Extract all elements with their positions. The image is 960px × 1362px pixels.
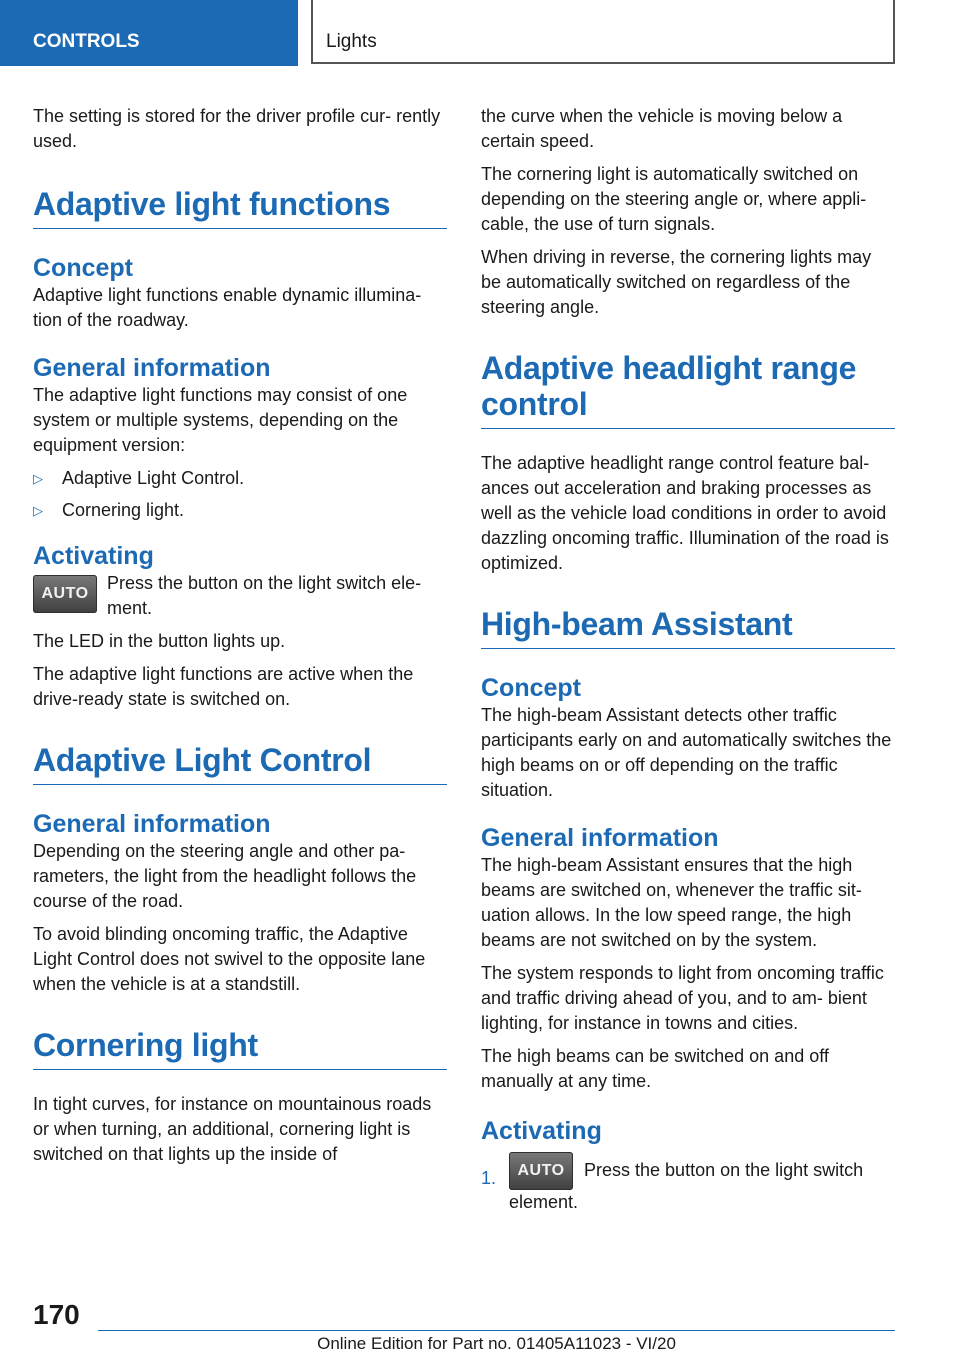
- heading-concept: Concept: [33, 254, 133, 282]
- range-text: The adaptive headlight range control feature bal‐ ances out acceleration and braking processes as well as the vehicle load conditions in order to avoid dazzling oncoming traffic. Illumination of the road is optimized.: [481, 453, 889, 573]
- right-column: [481, 104, 895, 1215]
- page-title-tab: [311, 0, 895, 64]
- page-title: Lights: [326, 31, 377, 52]
- heading-alc-general-information: General information: [33, 810, 271, 838]
- heading-cornering-light: Cornering light: [33, 1027, 447, 1070]
- left-column: [33, 104, 447, 1175]
- alc-text-1: Depending on the steering angle and other pa‐ rameters, the light from the headlight follows the course of the road.: [33, 841, 417, 911]
- led-text: The LED in the button lights up.: [33, 631, 286, 651]
- heading-adaptive-light-control: Adaptive Light Control: [33, 742, 447, 785]
- section-label: CONTROLS: [33, 31, 140, 52]
- feature-list: [33, 466, 447, 523]
- bullet-triangle-icon: ▷: [33, 503, 43, 518]
- cornering-continued-3: When driving in reverse, the cornering lights may be automatically switched on regardless of the steering angle.: [481, 247, 872, 317]
- hba-general-text-3: The high beams can be switched on and off manually at any time.: [481, 1046, 829, 1091]
- cornering-continued-2: The cornering light is automatically switched on depending on the steering angle or, where appli‐ cable, the use of turn signals.: [481, 164, 867, 234]
- general-text: The adaptive light functions may consist of one system or multiple systems, depending on the equipment version:: [33, 385, 408, 455]
- cornering-text: In tight curves, for instance on mountainous roads or when turning, an additional, cornering light is switched on that lights up the inside of: [33, 1094, 432, 1164]
- active-text: The adaptive light functions are active when the drive-ready state is switched on.: [33, 664, 414, 709]
- heading-adaptive-light-functions: Adaptive light functions: [33, 186, 447, 229]
- page-number: 170: [33, 1299, 80, 1330]
- heading-hba-concept: Concept: [481, 674, 581, 702]
- section-tab: [0, 0, 298, 66]
- hba-general-text-2: The system responds to light from oncoming traffic and traffic driving ahead of you, and to am‐ bient lighting, for instance in towns and cities.: [481, 963, 884, 1033]
- alc-text-2: To avoid blinding oncoming traffic, the Adaptive Light Control does not swivel to the opposite lane when the vehicle is at a standstill.: [33, 924, 426, 994]
- hba-concept-text: The high-beam Assistant detects other traffic participants early on and automatically switches the high beams on or off depending on the traffic situation.: [481, 705, 892, 800]
- hba-general-text-1: The high-beam Assistant ensures that the high beams are switched on, whenever the traffic sit‐ uation allows. In the low speed range, the high beams are not switched on by the system.: [481, 855, 862, 950]
- activating-step: [481, 1152, 895, 1215]
- list-item: ▷ Cornering light.: [33, 498, 447, 523]
- bullet-triangle-icon: ▷: [33, 471, 43, 486]
- step-text: Press the button on the light switch element.: [509, 1159, 864, 1212]
- heading-general-information: General information: [33, 354, 271, 382]
- activating-text: Press the button on the light switch ele‐ ment.: [107, 573, 422, 618]
- intro-text: The setting is stored for the driver profile cur‐ rently used.: [33, 106, 441, 151]
- heading-hba-general-information: General information: [481, 824, 719, 852]
- auto-button-icon: AUTO: [509, 1152, 573, 1190]
- auto-button-icon: AUTO: [33, 575, 97, 613]
- activating-instruction: [33, 571, 447, 621]
- edition-text: Online Edition for Part no. 01405A11023 - VI/20: [317, 1334, 676, 1353]
- list-item: ▷ Adaptive Light Control.: [33, 466, 447, 491]
- concept-text: Adaptive light functions enable dynamic illumina‐ tion of the roadway.: [33, 285, 422, 330]
- heading-hba-activating: Activating: [481, 1117, 602, 1145]
- cornering-continued-1: the curve when the vehicle is moving below a certain speed.: [481, 106, 843, 151]
- heading-high-beam-assistant: High-beam Assistant: [481, 606, 895, 649]
- footer-divider: [98, 1330, 895, 1331]
- step-number: 1.: [481, 1168, 497, 1188]
- heading-activating: Activating: [33, 542, 154, 570]
- page-header: [0, 0, 960, 66]
- heading-adaptive-headlight-range-control: Adaptive headlight range control: [481, 350, 895, 429]
